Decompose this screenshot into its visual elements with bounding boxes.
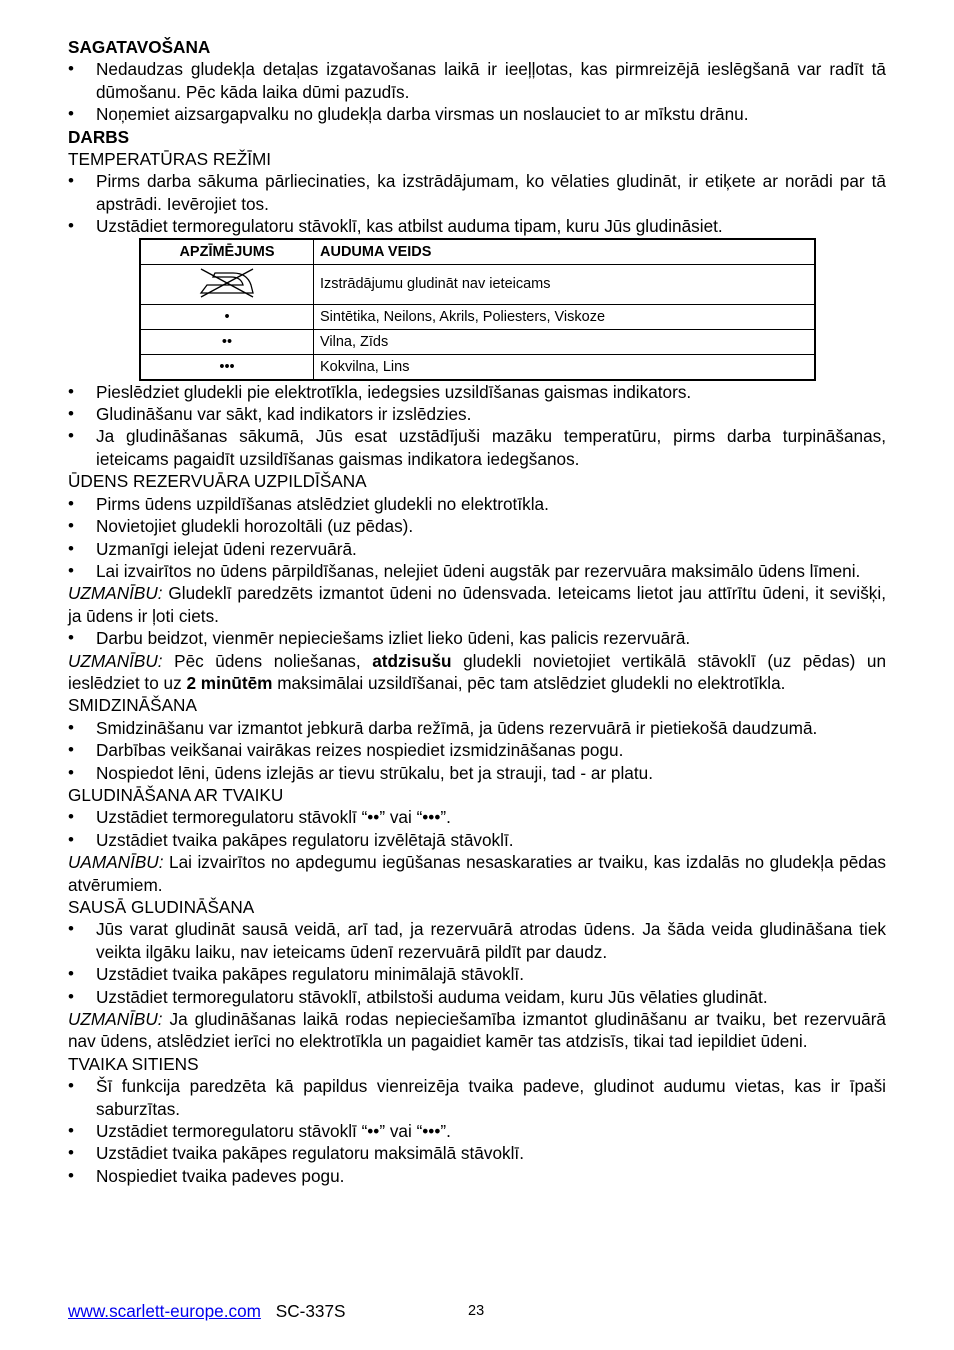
list-item: • Nospiedot lēni, ūdens izlejās ar tievu strūkalu, bet ja strauji, tad - ar platu. xyxy=(68,762,886,784)
note-label: UAMANĪBU: xyxy=(68,852,164,873)
subheading-steam-ironing: GLUDINĀŠANA AR TVAIKU xyxy=(68,784,284,805)
list-item: • Pieslēdziet gludekli pie elektrotīkla, iedegsies uzsildīšanas gaismas indikators. xyxy=(68,381,886,403)
note-text: maksimālai uzsildīšanai, pēc tam atslēdziet gludekli no elektrotīkla. xyxy=(272,672,786,693)
note-text: Gludeklī paredzēts izmantot ūdeni no ūdensvada. Ieteicams lietot jau attīrītu ūdeni, it sevišķi, ja ūdens ir ļoti ciets. xyxy=(68,583,886,626)
table-row xyxy=(140,304,815,329)
list-item: • Novietojiet gludekli horozoltāli (uz pēdas). xyxy=(68,515,886,537)
note-paragraph xyxy=(68,851,886,896)
table-header-row xyxy=(140,239,815,265)
note-text: gludekli novietojiet vertikālā stāvoklī (uz pēdas) un ieslēdziet to uz xyxy=(68,650,887,693)
website-link[interactable]: www.scarlett-europe.com xyxy=(68,1301,261,1321)
list-item: • Šī funkcija paredzēta kā papildus vienreizēja tvaika padeve, gludinot audumu vietas, kas ir īpaši saburzītas. xyxy=(68,1075,886,1120)
list-item: • Noņemiet aizsargapvalku no gludekļa darba virsmas un noslauciet to ar mīkstu drānu. xyxy=(68,103,886,125)
table-row xyxy=(140,329,815,354)
list-item: • Lai izvairītos no ūdens pārpildīšanas, nelejiet ūdeni augstāk par rezervuāra maksimālo ūdens līmeni. xyxy=(68,560,886,582)
list-item: • Nedaudzas gludekļa detaļas izgatavošanas laikā ir ieeļļotas, kas pirmreizējā ieslēgšanā var radīt tā dūmošanu. Pēc kāda laika dūmi pazudīs. xyxy=(68,58,886,103)
page-number: 23 xyxy=(468,1303,485,1319)
table-row xyxy=(140,264,815,304)
document-body xyxy=(68,36,886,1187)
list-item: • Jūs varat gludināt sausā veidā, arī tad, ja rezervuārā atrodas ūdens. Ja šāda veida gludināšana tiek veikta ilgāku laiku, nav ieteicams ūdenī rezervuārā pildīt par daudz. xyxy=(68,918,886,963)
list-item: • Nospiediet tvaika padeves pogu. xyxy=(68,1165,886,1187)
table-cell: Izstrādājumu gludināt nav ieteicams xyxy=(314,264,816,304)
list-item: • Smidzināšanu var izmantot jebkurā darba režīmā, ja ūdens rezervuārā ir pietiekošā daudzumā. xyxy=(68,717,886,739)
note-text: Pēc ūdens noliešanas, xyxy=(162,650,373,671)
list-item: • Gludināšanu var sākt, kad indikators ir izslēdzies. xyxy=(68,403,886,425)
heading-preparation: SAGATAVOŠANA xyxy=(68,37,211,57)
list-item: • Uzstādiet termoregulatoru stāvoklī “••” vai “•••”. xyxy=(68,1120,886,1142)
fabric-table xyxy=(139,238,816,381)
note-label: UZMANĪBU: xyxy=(68,1009,163,1030)
table-header-symbol: APZĪMĒJUMS xyxy=(140,239,314,265)
note-text: Ja gludināšanas laikā rodas nepieciešamība izmantot gludināšanu ar tvaiku, bet rezervuārā nav ūdens, atslēdziet ierīci no elektrotīkla un pagaidiet kamēr tas atdzisīs, tikai tad iepildiet ūdeni. xyxy=(68,1009,886,1052)
no-iron-symbol-cell xyxy=(140,264,314,304)
note-bold: 2 minūtēm xyxy=(186,672,273,693)
table-cell: ••• xyxy=(140,354,314,380)
list-item: • Uzstādiet tvaika pakāpes regulatoru maksimālā stāvoklī. xyxy=(68,1142,886,1164)
subheading-steam-shot: TVAIKA SITIENS xyxy=(68,1053,199,1074)
list-item: • Uzstādiet termoregulatoru stāvoklī, atbilstoši auduma veidam, kuru Jūs vēlaties gludināt. xyxy=(68,986,886,1008)
heading-work: DARBS xyxy=(68,126,130,147)
table-header-fabric: AUDUMA VEIDS xyxy=(314,239,816,265)
subheading-spraying: SMIDZINĀŠANA xyxy=(68,695,197,716)
list-item: • Pirms ūdens uzpildīšanas atslēdziet gludekli no elektrotīkla. xyxy=(68,493,886,515)
note-label: UZMANĪBU: xyxy=(68,583,163,604)
subheading-dry-ironing: SAUSĀ GLUDINĀŠANA xyxy=(68,897,255,917)
list-item: • Uzstādiet termoregulatoru stāvoklī “••” vai “•••”. xyxy=(68,806,886,828)
note-bold: atdzisušu xyxy=(372,650,452,671)
list-item: • Uzstādiet tvaika pakāpes regulatoru minimālajā stāvoklī. xyxy=(68,963,886,985)
table-cell: Kokvilna, Lins xyxy=(314,354,816,380)
list-item: • Uzstādiet tvaika pakāpes regulatoru izvēlētajā stāvoklī. xyxy=(68,829,886,851)
list-item: • Darbu beidzot, vienmēr nepieciešams izliet lieko ūdeni, kas palicis rezervuārā. xyxy=(68,627,886,649)
model-number: SC-337S xyxy=(275,1301,346,1321)
list-item: • Pirms darba sākuma pārliecinaties, ka izstrādājumam, ko vēlaties gludināt, ir etiķete ar norādi par tā apstrādi. Ievērojiet tos. xyxy=(68,170,886,215)
table-row xyxy=(140,354,815,380)
no-ironing-icon xyxy=(195,265,259,299)
list-item: • Uzmanīgi ielejat ūdeni rezervuārā. xyxy=(68,538,886,560)
list-item: • Ja gludināšanas sākumā, Jūs esat uzstādījuši mazāku temperatūru, pirms darba turpināšanas, ieteicams pagaidīt uzsildīšanas gaismas indikatora iedegšanos. xyxy=(68,425,886,470)
note-paragraph xyxy=(68,582,886,627)
table-cell: Vilna, Zīds xyxy=(314,329,816,354)
note-paragraph xyxy=(68,1008,886,1053)
table-cell: •• xyxy=(140,329,314,354)
note-label: UZMANĪBU: xyxy=(68,650,163,671)
note-paragraph xyxy=(68,650,886,695)
subheading-water-reservoir: ŪDENS REZERVUĀRA UZPILDĪŠANA xyxy=(68,471,367,492)
list-item: • Darbības veikšanai vairākas reizes nospiediet izsmidzināšanas pogu. xyxy=(68,739,886,761)
list-item: • Uzstādiet termoregulatoru stāvoklī, kas atbilst auduma tipam, kuru Jūs gludināsiet. xyxy=(68,215,886,237)
subheading-temperature-modes: TEMPERATŪRAS REŽĪMI xyxy=(68,149,272,170)
page-footer xyxy=(68,1300,886,1324)
table-cell: Sintētika, Neilons, Akrils, Poliesters, Viskoze xyxy=(314,304,816,329)
note-text: Lai izvairītos no apdegumu iegūšanas nesaskaraties ar tvaiku, kas izdalās no gludekļa pēdas atvērumiem. xyxy=(68,852,886,895)
table-cell: • xyxy=(140,304,314,329)
